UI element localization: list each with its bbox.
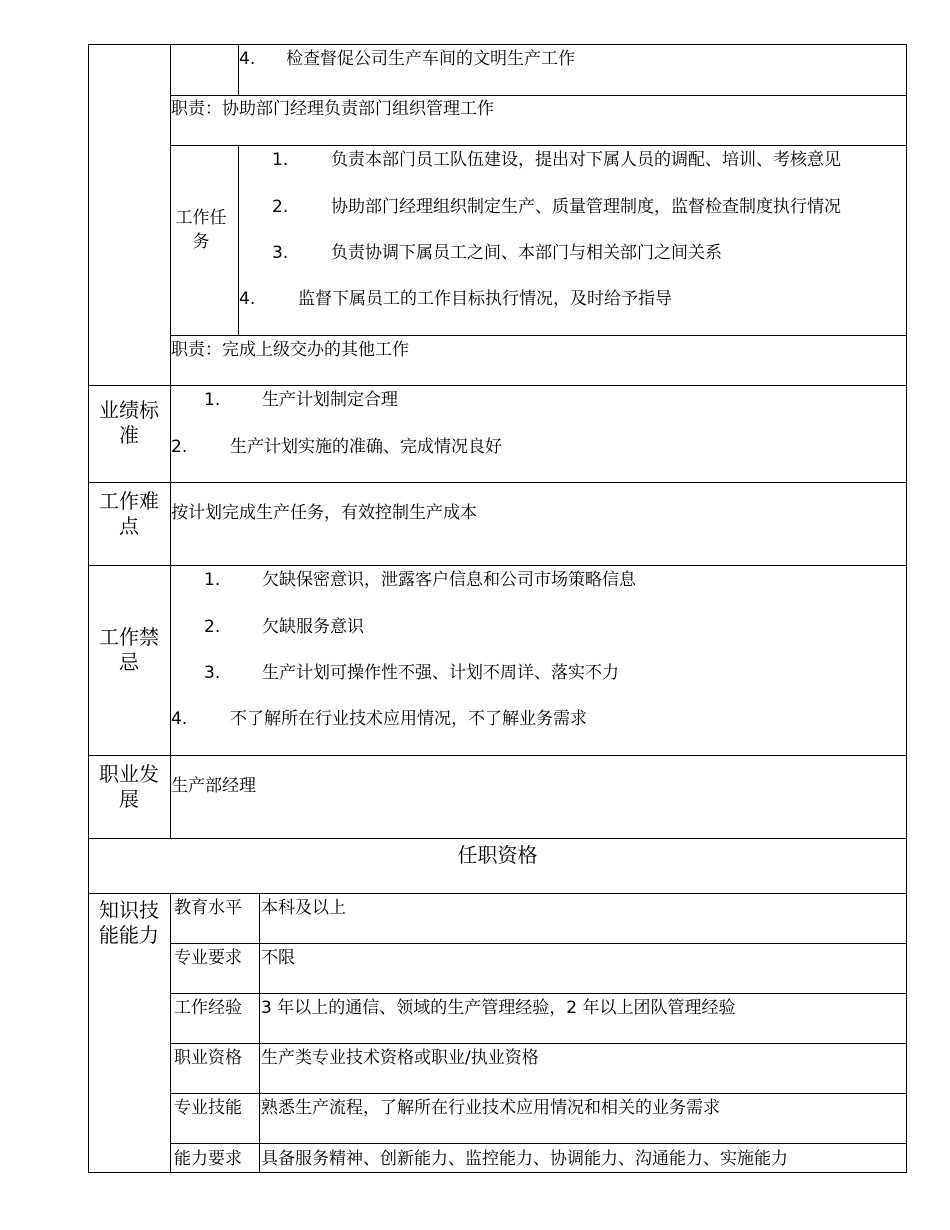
task-number: 4.	[239, 289, 256, 309]
qual-row-label: 职业资格	[174, 1048, 242, 1068]
performance-label: 业绩标准	[99, 398, 159, 447]
row-divider	[170, 95, 907, 96]
task-number: 1.	[272, 150, 289, 170]
table-border-right	[906, 44, 907, 1173]
career-label: 职业发展	[99, 762, 159, 811]
table-border-bottom	[88, 1172, 907, 1173]
qual-row-value: 生产类专业技术资格或职业/执业资格	[261, 1048, 539, 1068]
row-divider	[88, 385, 907, 386]
table-border-top	[88, 44, 907, 45]
qual-row-value: 不限	[261, 948, 295, 968]
row-divider	[170, 335, 907, 336]
qual-row-value: 3 年以上的通信、领域的生产管理经验，2 年以上团队管理经验	[261, 998, 736, 1018]
taboo-text: 欠缺保密意识，泄露客户信息和公司市场策略信息	[262, 570, 636, 590]
qual-row-divider	[170, 1093, 907, 1094]
qual-row-label: 专业要求	[174, 948, 242, 968]
taboo-number: 3.	[204, 663, 221, 683]
qual-row-divider	[170, 1143, 907, 1144]
task-text: 负责协调下属员工之间、本部门与相关部门之间关系	[331, 243, 722, 263]
table-border-left	[88, 44, 89, 1173]
performance-text: 生产计划制定合理	[262, 390, 398, 410]
taboo-number: 2.	[204, 617, 221, 637]
qual-row-divider	[170, 943, 907, 944]
qualification-title: 任职资格	[457, 843, 538, 867]
row-divider	[170, 145, 907, 146]
task-label: 工作任务	[175, 208, 227, 252]
taboo-text: 不了解所在行业技术应用情况，不了解业务需求	[230, 709, 587, 729]
taboo-number: 1.	[204, 570, 221, 590]
difficulty-label: 工作难点	[99, 489, 159, 538]
performance-number: 1.	[204, 390, 221, 410]
performance-number: 2.	[171, 437, 188, 457]
taboos-label: 工作禁忌	[99, 625, 159, 674]
prev-task-text: 检查督促公司生产车间的文明生产工作	[286, 49, 575, 69]
task-number: 2.	[272, 197, 289, 217]
qual-row-label: 教育水平	[174, 898, 242, 918]
performance-text: 生产计划实施的准确、完成情况良好	[230, 437, 502, 457]
row-divider	[88, 838, 907, 839]
qual-row-label: 专业技能	[174, 1098, 242, 1118]
duty-organization: 职责：协助部门经理负责部门组织管理工作	[171, 99, 494, 119]
qual-label-divider	[259, 893, 260, 1173]
qual-row-label: 能力要求	[174, 1149, 242, 1169]
prev-task-number: 4.	[239, 49, 256, 69]
task-number: 3.	[272, 243, 289, 263]
taboo-text: 生产计划可操作性不强、计划不周详、落实不力	[262, 663, 619, 683]
career-text: 生产部经理	[171, 776, 256, 796]
row-divider	[88, 755, 907, 756]
qual-row-label: 工作经验	[174, 998, 242, 1018]
qual-row-divider	[170, 1043, 907, 1044]
task-text: 监督下属员工的工作目标执行情况，及时给予指导	[298, 289, 672, 309]
qual-group-divider	[170, 893, 171, 1173]
qual-row-divider	[170, 993, 907, 994]
taboo-number: 4.	[171, 709, 188, 729]
row-divider	[88, 565, 907, 566]
duty-other: 职责：完成上级交办的其他工作	[171, 340, 409, 360]
row-divider	[88, 482, 907, 483]
row-divider	[88, 893, 907, 894]
difficulty-text: 按计划完成生产任务，有效控制生产成本	[171, 503, 477, 523]
task-text: 协助部门经理组织制定生产、质量管理制度，监督检查制度执行情况	[331, 197, 841, 217]
qual-row-value: 熟悉生产流程，了解所在行业技术应用情况和相关的业务需求	[261, 1098, 720, 1118]
qual-row-value: 本科及以上	[261, 898, 346, 918]
qual-row-value: 具备服务精神、创新能力、监控能力、协调能力、沟通能力、实施能力	[261, 1149, 788, 1169]
qualification-group-label: 知识技能能力	[99, 898, 159, 947]
task-text: 负责本部门员工队伍建设，提出对下属人员的调配、培训、考核意见	[331, 150, 841, 170]
taboo-text: 欠缺服务意识	[262, 617, 364, 637]
